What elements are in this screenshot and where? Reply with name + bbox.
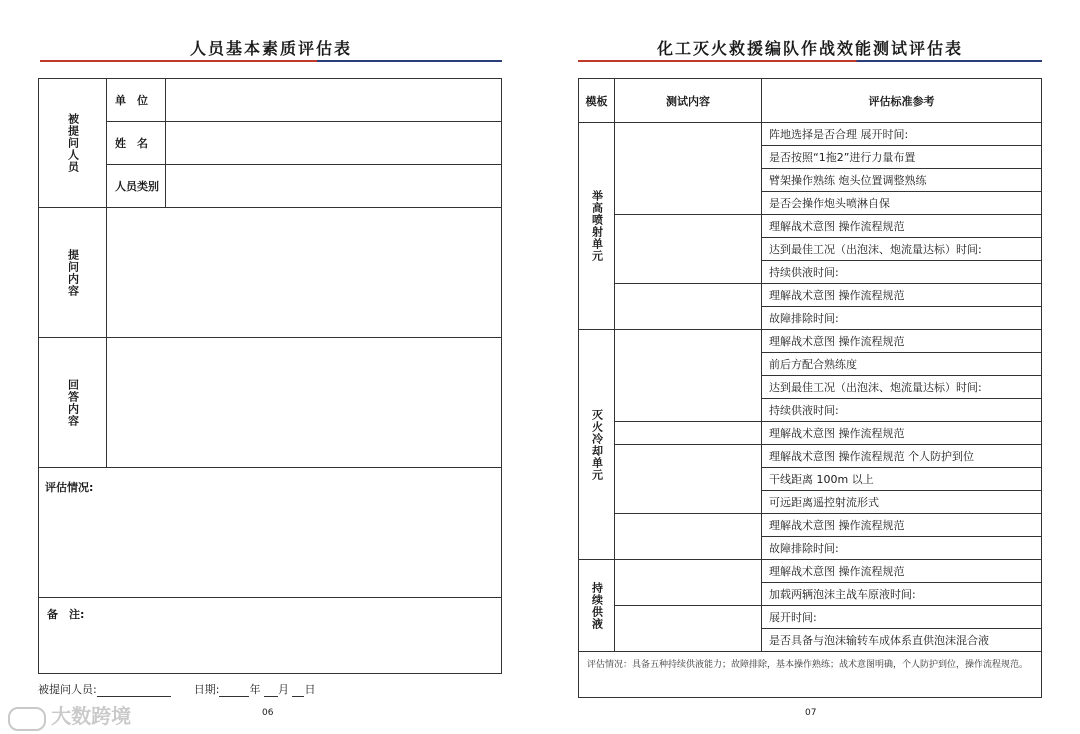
personnel-assessment-table xyxy=(38,78,502,674)
field-label-category: 人员类别 xyxy=(107,165,166,208)
module-cell-aerial xyxy=(579,123,615,330)
footer-person-label: 被提问人员: xyxy=(38,683,97,696)
footer-year-line[interactable] xyxy=(219,684,249,697)
footer-person-line[interactable] xyxy=(97,684,171,697)
module-cell-cooling xyxy=(579,330,615,560)
right-page-number: 07 xyxy=(805,708,817,718)
criteria-item: 展开时间: xyxy=(762,606,1042,629)
field-label-unit: 单 位 xyxy=(107,79,166,122)
footer-date-label: 日期: xyxy=(193,683,220,696)
criteria-item: 理解战术意图 操作流程规范 xyxy=(762,215,1042,238)
criteria-item: 前后方配合熟练度 xyxy=(762,353,1042,376)
right-title-rule xyxy=(578,60,1042,62)
test-content-cell[interactable] xyxy=(615,330,762,422)
criteria-item: 可远距离遥控射流形式 xyxy=(762,491,1042,514)
field-label-name: 姓 名 xyxy=(107,122,166,165)
criteria-item: 干线距离 100m 以上 xyxy=(762,468,1042,491)
evaluation-summary: 评估情况：具备五种持续供液能力；故障排除，基本操作熟练；战术意图明确，个人防护到位，操作流程规范。 xyxy=(579,652,1042,698)
answer-content-area[interactable] xyxy=(107,338,502,468)
remark-label: 备 注: xyxy=(47,608,85,621)
test-content-cell[interactable] xyxy=(615,514,762,560)
evaluation-label: 评估情况: xyxy=(45,481,94,494)
evaluation-area[interactable] xyxy=(39,468,502,598)
right-page-title: 化工灭火救援编队作战效能测试评估表 xyxy=(656,39,963,58)
module-cell-supply xyxy=(579,560,615,652)
footer-day-label: 日 xyxy=(304,683,316,696)
module-label-aerial: 举高喷射单元 xyxy=(590,190,604,262)
module-label-supply: 持续供液 xyxy=(590,581,604,630)
criteria-item: 达到最佳工况（出泡沫、炮流量达标）时间: xyxy=(762,238,1042,261)
watermark xyxy=(8,700,131,731)
field-value-name[interactable] xyxy=(166,122,502,165)
test-content-cell[interactable] xyxy=(615,284,762,330)
header-criteria: 评估标准参考 xyxy=(762,79,1042,123)
criteria-item: 加载两辆泡沫主战车原液时间: xyxy=(762,583,1042,606)
field-value-unit[interactable] xyxy=(166,79,502,122)
criteria-item: 理解战术意图 操作流程规范 xyxy=(762,560,1042,583)
answer-label-cell xyxy=(39,338,107,468)
criteria-item: 理解战术意图 操作流程规范 xyxy=(762,284,1042,307)
person-group-label: 被提问人员 xyxy=(66,113,80,173)
header-test-content: 测试内容 xyxy=(615,79,762,123)
criteria-item: 臂架操作熟练 炮头位置调整熟练 xyxy=(762,169,1042,192)
criteria-item: 达到最佳工况（出泡沫、炮流量达标）时间: xyxy=(762,376,1042,399)
criteria-item: 持续供液时间: xyxy=(762,399,1042,422)
criteria-item: 理解战术意图 操作流程规范 xyxy=(762,330,1042,353)
answer-label: 回答内容 xyxy=(66,378,80,427)
left-page-title: 人员基本素质评估表 xyxy=(189,39,352,58)
header-module: 模板 xyxy=(579,79,615,123)
test-content-cell[interactable] xyxy=(615,606,762,652)
criteria-item: 是否按照“1拖2”进行力量布置 xyxy=(762,146,1042,169)
remark-area[interactable] xyxy=(39,598,502,674)
watermark-text: 大数跨境 xyxy=(51,704,132,728)
criteria-item: 理解战术意图 操作流程规范 xyxy=(762,422,1042,445)
efficiency-test-table xyxy=(578,78,1042,698)
footer-year-label: 年 xyxy=(249,683,261,696)
criteria-item: 阵地选择是否合理 展开时间: xyxy=(762,123,1042,146)
criteria-item: 持续供液时间: xyxy=(762,261,1042,284)
footer-month-label: 月 xyxy=(277,683,289,696)
field-value-category[interactable] xyxy=(166,165,502,208)
test-content-cell[interactable] xyxy=(615,560,762,606)
criteria-item: 理解战术意图 操作流程规范 个人防护到位 xyxy=(762,445,1042,468)
criteria-item: 理解战术意图 操作流程规范 xyxy=(762,514,1042,537)
criteria-item: 是否具备与泡沫输转车成体系直供泡沫混合液 xyxy=(762,629,1042,652)
question-content-area[interactable] xyxy=(107,208,502,338)
criteria-item: 故障排除时间: xyxy=(762,307,1042,330)
test-content-cell[interactable] xyxy=(615,422,762,445)
question-label-cell xyxy=(39,208,107,338)
left-footer xyxy=(38,681,502,697)
question-label: 提问内容 xyxy=(66,248,80,297)
test-content-cell[interactable] xyxy=(615,123,762,215)
person-group-cell xyxy=(39,79,107,208)
left-title-rule xyxy=(40,60,502,62)
watermark-logo-icon xyxy=(8,707,46,731)
test-content-cell[interactable] xyxy=(615,215,762,284)
footer-day-line[interactable] xyxy=(292,684,304,697)
criteria-item: 是否会操作炮头喷淋自保 xyxy=(762,192,1042,215)
left-page-number: 06 xyxy=(262,708,274,718)
criteria-item: 故障排除时间: xyxy=(762,537,1042,560)
test-content-cell[interactable] xyxy=(615,445,762,514)
footer-month-line[interactable] xyxy=(264,684,278,697)
module-label-cooling: 灭火冷却单元 xyxy=(590,408,604,481)
